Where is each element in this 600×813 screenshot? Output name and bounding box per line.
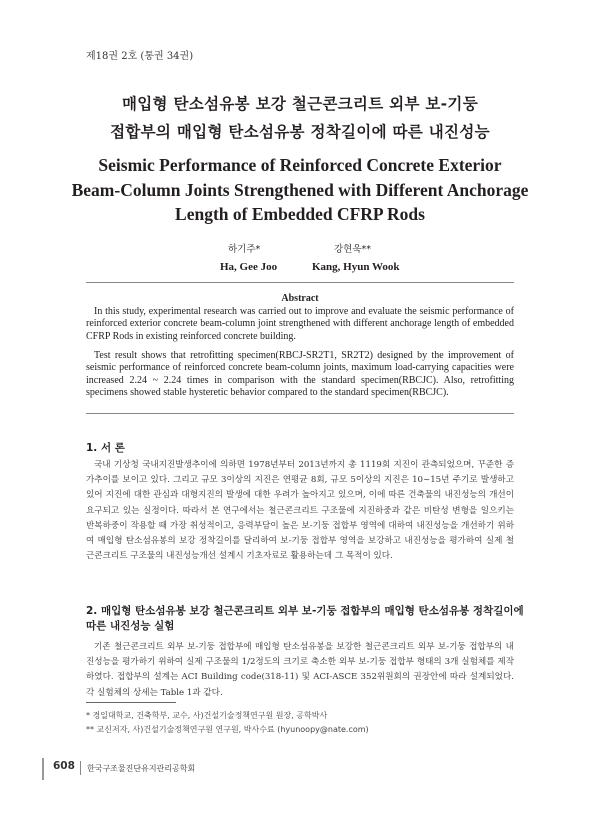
page-number: 608 <box>53 760 75 772</box>
section-1-heading: 1. 서 론 <box>86 442 125 454</box>
author-2-korean-name: 강현욱** <box>334 244 372 255</box>
footnote-rule <box>86 702 176 703</box>
footnote-2: ** 교신저자, 사)건설기술정책연구원 연구원, 박사수료 (hyunoopy@nate.com) <box>86 725 369 734</box>
journal-name: 한국구조물진단유지관리공학회 <box>87 764 196 773</box>
section-1-body: 국내 기상청 국내지진발생추이에 의하면 1978년부터 2013년까지 총 1119회 지진이 관측되었으며, 꾸준한 증가추이를 보이고 있다. 그리고 규모 3이상의 지진은 연평균 8회, 규모 5이상의 지진은 10~15년 주기로 발생하고 있어 지진에 대한 관심과 대형지진의 발생에 대한 우려가 높아지고 있으며, 이에 따른 건축물의 내진성능의 개선이 요구되고 있는 실정이다. 따라서 본 연구에서는 철근콘크리트 구조물에 지진하중과 같은 비탄성 변형을 일으키는 반복하중이 작용할 때 가장 취성적이고, 응력부담이 높은 보-기둥 접합부 영역에 대하여 내진성능을 개선하기 위하여 매입형 탄소섬유봉의 보강 정착길이를 달리하여 보-기둥 접합부 영역을 보강하고 내진성능을 평가하여 실제 철근콘크리트 구조물의 내진성능개선 설계시 기초자료로 활용하는데 그 목적이 있다. <box>86 460 514 562</box>
author-2-english-name: Kang, Hyun Wook <box>312 261 400 273</box>
footnote-1: * 경일대학교, 건축학부, 교수, 사)건설기술정책연구원 원장, 공학박사 <box>86 711 328 720</box>
english-title-line-2: Beam-Column Joints Strengthened with Different Anchorage <box>71 180 529 200</box>
korean-title-line-2: 접합부의 매입형 탄소섬유봉 정착길이에 따른 내진성능 <box>110 123 490 141</box>
abstract-bottom-rule <box>86 413 514 414</box>
english-title-line-3: Length of Embedded CFRP Rods <box>175 204 425 224</box>
korean-title-line-1: 매입형 탄소섬유봉 보강 철근콘크리트 외부 보-기둥 <box>122 95 478 113</box>
section-2-body: 기존 철근콘크리트 외부 보-기둥 접합부에 매입형 탄소섬유봉을 보강한 철근콘크리트 외부 보-기둥 접합부의 내진성능을 평가하기 위하여 실제 구조물의 1/2정도의 크기로 축소한 외부 보-기둥 접합부 형태의 3개 실험체를 제작하였다. 접합부의 설계는 ACI Building code(318-11) 및 ACI-ASCE 352위원회의 권장안에 따라 설계되었다. 각 실험체의 상세는 Table 1과 같다. <box>86 642 514 698</box>
author-1-english-name: Ha, Gee Joo <box>220 261 278 273</box>
footer-accent-bar <box>42 758 44 780</box>
abstract-heading: Abstract <box>281 293 319 304</box>
author-1-korean-name: 하기주* <box>228 244 261 255</box>
issue-info: 제18권 2호 (통권 34권) <box>86 51 194 62</box>
abstract-paragraph-2: Test result shows that retrofitting specimen(RBCJ-SR2T1, SR2T2) designed by the improvement of seismic performance of reinforced concrete beam-column joints, maximum load-carrying capacities were increased 2.24 ~ 2.24 times in comparison with the standard specimen(RBCJC). Also, retrofitting specimens showed stable hysteretic behavior compared to the standard specimen(RBCJC). <box>86 350 514 398</box>
abstract-paragraph-1: In this study, experimental research was carried out to improve and evaluate the seismic performance of reinforced exterior concrete beam-column joint strengthened with different anchorage length of embedded CFRP Rods in existing reinforced concrete building. <box>86 306 514 342</box>
english-title-line-1: Seismic Performance of Reinforced Concrete Exterior <box>98 155 502 175</box>
section-2-heading: 2. 매입형 탄소섬유봉 보강 철근콘크리트 외부 보-기둥 접합부의 매입형 탄소섬유봉 정착길이에 따른 내진성능 실험 <box>86 605 524 632</box>
footer-separator <box>80 761 81 775</box>
abstract-top-rule <box>86 282 514 283</box>
